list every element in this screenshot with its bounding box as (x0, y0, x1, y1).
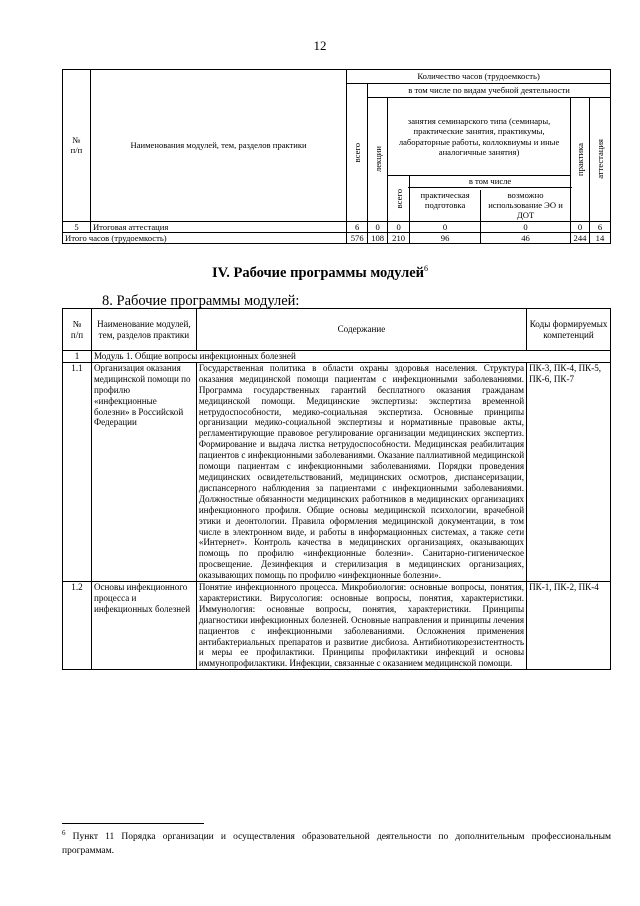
page-number: 12 (313, 38, 327, 53)
col-codes-header: Коды формируемых компетенций (527, 309, 611, 351)
col-content-header: Содержание (196, 309, 526, 351)
row-content: Понятие инфекционного процесса. Микробиология: основные вопросы, понятия, характеристики. Вирусология: основные вопросы, понятия, характеристики. Иммунология: основные вопросы, понятия, характеристики. Принципы диагностики инфекционных болезней. Основные направления и принципы лечения пациентов с инфекционными заболеваниями. Осложнения применения антибактериальных препаратов и развитие дисбиоза. Антибиотикорезистентность и меры ее профилактики. Принципы профилактики инфекций и основы иммунопрофилактики. Инфекции, связанные с оказанием медицинской помощи. (196, 582, 526, 670)
row-practice: 0 (570, 221, 589, 232)
row-codes: ПК-1, ПК-2, ПК-4 (527, 582, 611, 670)
total-row (63, 232, 611, 243)
col-num-header: № п/п (63, 309, 92, 351)
seminar-header: занятия семинарского типа (семинары, практические занятия, практикумы, лабораторные работы, коллоквиумы и иные аналогичные занятия) (388, 98, 571, 176)
row-attestation: 6 (589, 221, 610, 232)
footnote-divider (62, 823, 204, 824)
total-sem: 210 (388, 232, 410, 243)
col-name-header: Наименования модулей, тем, разделов практики (90, 70, 346, 222)
row-name: Организация оказания медицинской помощи по профилю «инфекционные болезни» в Российской Федерации (91, 362, 196, 581)
row-lectures: 0 (368, 221, 388, 232)
total-possible-eo: 46 (481, 232, 571, 243)
module-row (63, 351, 611, 363)
total-practice: 244 (570, 232, 589, 243)
subheading: 8. Рабочие программы модулей: (102, 293, 300, 309)
possible-eo-header: возможно использование ЭО и ДОТ (488, 190, 563, 221)
row-num: 1.1 (63, 362, 92, 581)
attestation-header: аттестация (589, 98, 610, 222)
total-practical-prep: 96 (410, 232, 481, 243)
practice-header: практика (570, 98, 589, 222)
footnote-text: Пункт 11 Порядка организации и осуществления образовательной деятельности по дополнительным профессиональным программам. (62, 832, 611, 856)
program-table (62, 308, 611, 670)
table-row (63, 582, 611, 670)
total-lectures: 108 (368, 232, 388, 243)
total-attestation: 14 (589, 232, 610, 243)
section-heading: IV. Рабочие программы модулей$^6$ (211, 264, 429, 281)
hours-title: Количество часов (трудоемкость) (347, 70, 611, 84)
sem-total-header: всего (388, 176, 410, 222)
incl-group (410, 176, 571, 222)
table-row (63, 362, 611, 581)
row-codes: ПК-3, ПК-4, ПК-5, ПК-6, ПК-7 (527, 362, 611, 581)
incl-label: в том числе (408, 176, 572, 188)
footnote-mark: 6 (62, 829, 66, 837)
footnote (62, 828, 611, 859)
table-row (63, 221, 611, 232)
row-sem-total: 0 (388, 221, 410, 232)
lectures-header: лекции (368, 98, 388, 222)
total-header: всего (347, 84, 368, 222)
incl-by-type-header: в том числе по видам учебной деятельности (368, 84, 611, 98)
row-total: 6 (347, 221, 368, 232)
module-title: Модуль 1. Общие вопросы инфекционных болезней (91, 351, 610, 363)
hours-table (62, 69, 611, 244)
total-hours: 576 (347, 232, 368, 243)
total-row-name: Итого часов (трудоемкость) (63, 232, 347, 243)
row-practical-prep: 0 (410, 221, 481, 232)
module-num: 1 (63, 351, 92, 363)
practical-prep-header: практическая подготовка (410, 190, 481, 220)
row-content: Государственная политика в области охраны здоровья населения. Структура оказания медицинской помощи пациентам с инфекционными заболеваниями. Программа государственных гарантий бесплатного оказания гражданам медицинской помощи. Медицинские экспертизы: экспертиза временной нетрудоспособности, медико-социальная экспертиза. Основные принципы организации медико-социальной экспертизы и нормативные правовые акты, регламентирующие правовое регулирование организации медицинских экспертиз. Формирование и выдача листка нетрудоспособности. Медицинская реабилитация пациентов с инфекционными заболеваниями. Оказание паллиативной медицинской помощи пациентам с инфекционными заболеваниями. Порядки проведения медицинских освидетельствований, медицинских осмотров, диспансеризации, диспансерного наблюдения за пациентами с инфекционными заболеваниями. Должностные обязанности медицинских работников в медицинских организациях инфекционного профиля. Общие основы медицинской психологии, врачебной этики и деонтологии. Правила оформления медицинской документации, в том числе в электронном виде, и работы в информационных системах, а также сети «Интернет». Контроль качества в медицинских организациях, оказывающих помощь по профилю «инфекционные болезни». Санитарно-гигиеническое просвещение. Дезинфекция и стерилизация в медицинских организациях, оказывающих помощь по профилю «инфекционные болезни». (196, 362, 526, 581)
col-name-header: Наименование модулей, тем, разделов практики (91, 309, 196, 351)
row-num: 5 (63, 221, 91, 232)
row-possible-eo: 0 (481, 221, 571, 232)
row-name: Итоговая аттестация (90, 221, 346, 232)
row-num: 1.2 (63, 582, 92, 670)
footnote-ref: 6 (424, 264, 429, 273)
col-num-header: № п/п (63, 70, 91, 222)
row-name: Основы инфекционного процесса и инфекционных болезней (91, 582, 196, 670)
